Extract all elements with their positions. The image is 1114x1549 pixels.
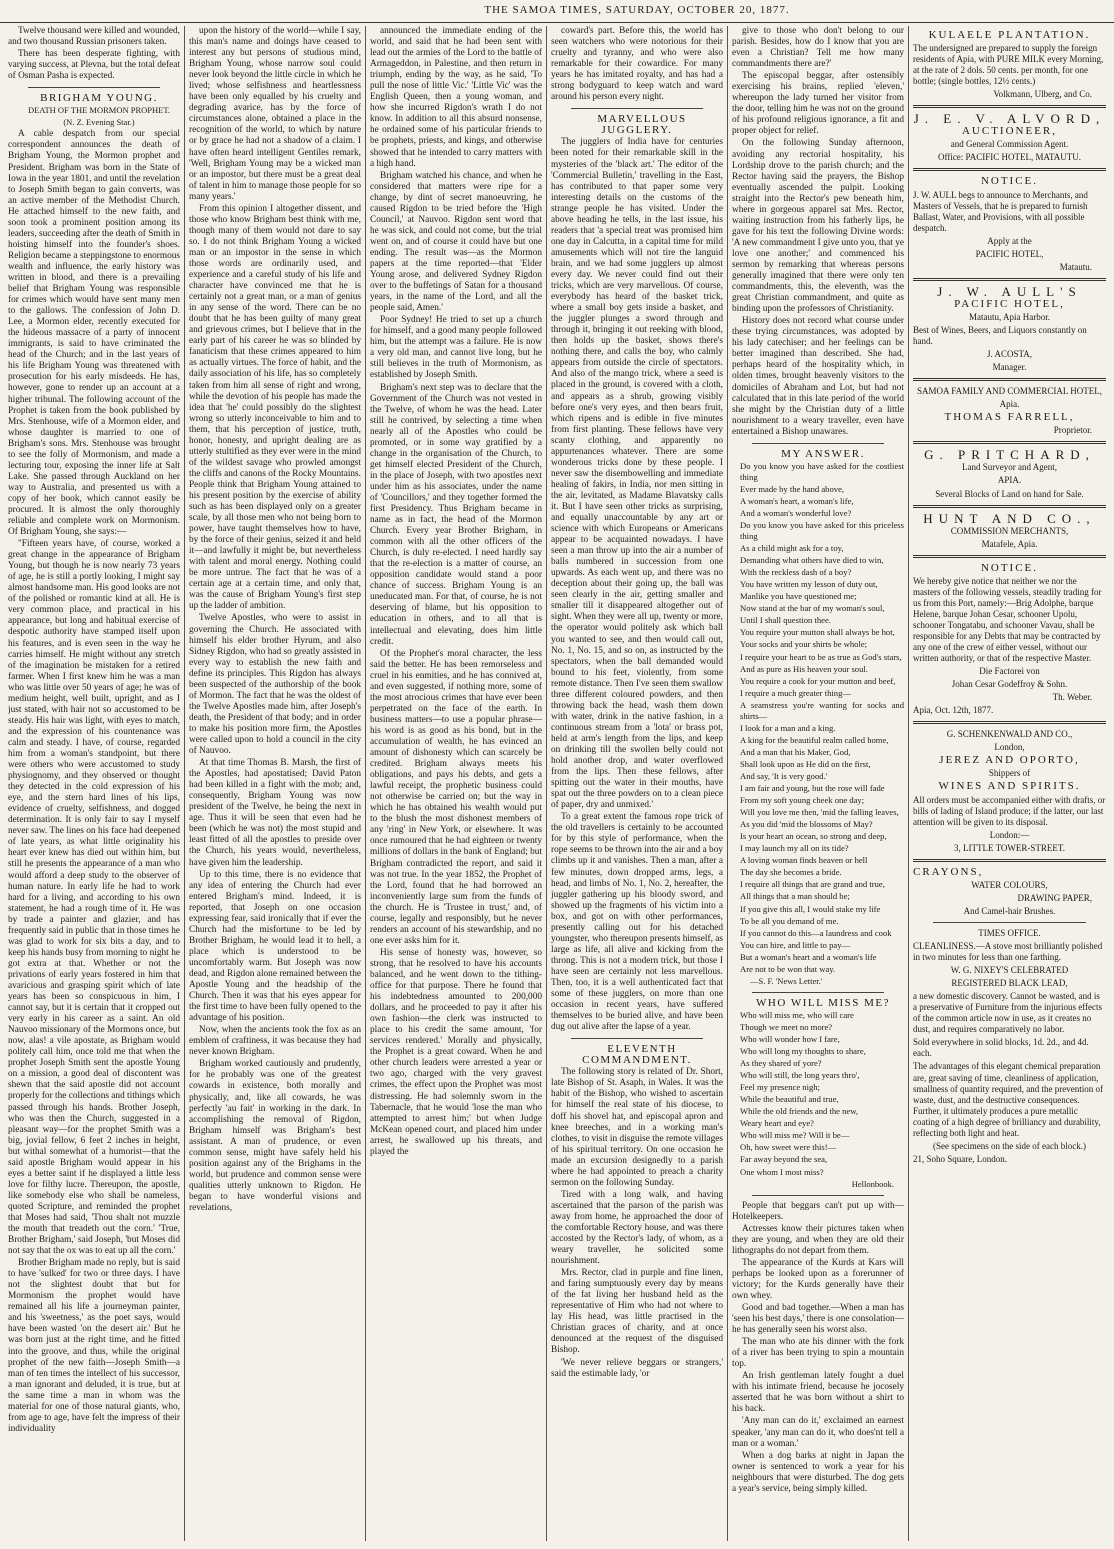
divider: [28, 87, 160, 88]
poem-title: MY ANSWER.: [781, 447, 865, 460]
column-5: [732, 26, 904, 1541]
poem-line: Manlike you have questioned me;: [740, 591, 857, 602]
divider: [913, 555, 1106, 558]
ad-london: London:—: [989, 829, 1030, 840]
ad-name: J. W. AULL'S: [937, 283, 1082, 299]
ad-name: G. PRITCHARD,: [924, 447, 1095, 463]
ad-line: WATER COLOURS,: [971, 879, 1048, 890]
article-paragraph: Mrs. Rector, clad in purple and fine linen, and faring sumptuously every day by means of the fat living her husband held as the representative of Him who had not where to lay His head, was little practised in the Christian graces of charity, and at once denounced at the request of the disguised Bishop.: [551, 1268, 723, 1356]
ad-apply: Apply at the: [987, 235, 1032, 246]
ad-name: J. E. V. ALVORD,: [913, 111, 1106, 127]
poem-line: Weary heart and eye?: [740, 1118, 814, 1129]
ad-body: CLEANLINESS.—A stove most brilliantly polished in two minutes for less than one farthing.: [913, 941, 1103, 963]
filler-paragraph: When a dog barks at night in Japan the owner is sentenced to work a year for his neighbours that were disturbed. The dog gets a year's service, being simply killed.: [732, 1450, 904, 1494]
ad-line: DRAWING PAPER,: [1017, 892, 1092, 903]
ad-hunt-and-co: [913, 510, 1106, 550]
article-paragraph: announced the immediate ending of the world, and said that he had been sent with lead out the armies of the Lord to the battle of Armageddon, in Palestine, and then return in triumph, ending by the way, as he said, 'To pull the nose of little Vic.' 'Little Vic' was the English Queen, then a young woman, and how she incurred Rigdon's wrath I do not know. In addition to all this absurd nonsense, he ordained some of his particular friends to be prophets, priests, and kings, and otherwise showed that he intended to carry matters with a high hand.: [370, 26, 542, 169]
ad-signature: Volkmann, Ulberg, and Co.: [993, 89, 1092, 100]
ad-body: J. W. AULL begs to announce to Merchants, and Masters of Vessels, that he is prepared to furnish Ballast, Water, and Provisions, with all possible despatch.: [913, 189, 1088, 233]
poem-line: One whom I most miss?: [740, 1166, 824, 1177]
divider: [913, 168, 1106, 171]
ad-signature: Johan Cesar Godeffroy & Sohn.: [951, 679, 1068, 690]
divider: [913, 378, 1106, 381]
ad-date: Apia, Oct. 12th, 1877.: [913, 705, 994, 716]
article-paragraph: Twelve Apostles, who were to assist in governing the Church. He associated with himself his elder brother Hyrum, and also Sidney Rigdon, who had so greatly assisted in every way to establish the new faith and define its principles. This Rigdon has always been suspected of the authorship of the book of Mormon. The fact that he was the oldest of the Twelve Apostles made him, after Joseph's death, the President of that body; and in order to make his position more firm, the Apostles were called upon to hold a council in the city of Nauvoo.: [189, 613, 361, 757]
ad-aull-notice: [913, 176, 1106, 272]
column-rule: [908, 26, 909, 1541]
poem-line: A woman's heart, a woman's life,: [740, 495, 854, 506]
poem-line: Are not to be won that way.: [740, 963, 836, 974]
poem-line: With the reckless dash of a boy?: [740, 567, 852, 578]
divider: [913, 105, 1106, 108]
article-paragraph: The jugglers of India have for centuries been noted for their remarkable skill in the mysteries of the 'black art.' The editor of the 'Commercial Bulletin,' travelling in the East, has contributed to that paper some very interesting details on the customs of the strange people he has visited. Under the above heading he tells, in the last issue, his readers that 'a special treat was promised him one day in Calcutta, in a capital time for mild amusements which will not tire the languid brain, and we had some jugglers up almost every day. We never could find out their tricks, which are very marvellous. Of course, everybody has heard of the basket trick, where a small boy gets inside a basket, and the juggler plunges a sword through and through it, bringing it out reeking with blood, then holds up the basket, shows there's nothing there, and calls the boy, who calmly appears from outside the circle of spectators. And also of the mango trick, where a seed is placed in the ground, is covered with a cloth, and appears as a shrub, growing visibly before one's very eyes, and then bears fruit, which ripens and is edible in five minutes from first planting. These fellows have very scanty clothing, and apparently no appurtenances whatever. There are some wonderous tricks done by these people. I never saw the disembowelling and immediate healing of fakirs, in India, nor men sitting in the air, levitated, as Madame Blavatsky calls it. But I have seen other tricks as surprising, and equally unaccountable by any art or science with which Europeans or Americans appear to be acquainted nowadays. I have seen a man throw up into the air a number of balls numbered in succession from one upwards. As each went up, and there was no deception about their going up, the ball was seen clearly in the air, getting smaller and smaller till it disappeared altogether out of sight. When they were all up, twenty or more, the operator would politely ask which ball you wanted to see, and then would call out, No. 1, No. 15, and so on, as instructed by the spectators, when the ball demanded would bound to his feet, violently, from some remote distance. Then I've seen them swallow three different coloured powders, and then throwing back the head, wash them down with water, drink in the native fashion, in a continuous stream from a 'lota' or brass pot, held at arm's length from the lips, and keep on drinking till the swollen belly could not hold another drop, and water overflowed from the lips. Then these fellows, after spitting out the water in their mouths, have spat out the three powders on to a clean piece of paper, dry and unmixed.': [551, 137, 723, 811]
poem-line: A seamstress you're wanting for socks and shirts—: [740, 699, 904, 721]
poem-line: Will you love me then, 'mid the falling leaves,: [740, 807, 899, 818]
article-paragraph: Brother Brigham made no reply, but is said to have 'sulked' for two or three days. I have not the slightest doubt that but for Mormonism the prophet would have remained all his life a journeyman painter, and his 'sweetness,' as the poet says, would have been wasted 'on the desert air.' But he was born just at the right time, and he fitted into the groove, and thus, while the original prophet of the new faith—Joseph Smith—a man of ten times the intellect of his successor, a man ignorant and deluded, it is true, but at the same time a man in whom was the material for one of those natural giants, who, from age to age, have felt the impress of their individuality: [8, 1258, 180, 1434]
article-paragraph: coward's part. Before this, the world has seen watchers who were notorious for their cruelty and tyranny, and who were also remarkable for their cowardice. For many years he has imitated royalty, and has had a strong bodyguard to keep watch and ward around his person every night.: [551, 26, 723, 103]
poem-line: As they shared of yore?: [740, 1058, 822, 1069]
column-rule: [365, 26, 366, 1541]
poem-line: Far away beyond the sea,: [740, 1154, 828, 1165]
article-paragraph: Brigham worked cautiously and prudently, for he probably was one of the greatest cowards in existence, both morally and physically, and, like all cowards, he was perfectly 'au fait' in working in the dark. In accomplishing the removal of Rigdon, Brigham himself was Brigham's best assistant. A man of prudence, or even common sense, might have safely held his position against any of the Brighams in the world, but prudence and common sense were qualities utterly unknown to Rigdon. He began to have wonderful visions and revelations,: [189, 1059, 361, 1213]
divider: [913, 859, 1106, 862]
ad-title: KULAELE PLANTATION.: [928, 29, 1091, 41]
poem-line: I am fair and young, but the rose will fade: [740, 783, 885, 794]
poem-line: To be all you demand of me.: [740, 915, 839, 926]
filler-paragraph: People that beggars can't put up with—Hotelkeepers.: [732, 1200, 904, 1222]
article-paragraph: At that time Thomas B. Marsh, the first of the Apostles, had apostatised; David Paton had been killed in a fight with the mob; and, consequently, Brigham Young was now president of the Twelve, he being the next in age. Thus it will be seen that even had he been (which he was not) the most stupid and least fitted of all the apostles to preside over the Church, his years would, nevertheless, have given him the leadership.: [189, 758, 361, 868]
poem-line: Is your heart an ocean, so strong and deep,: [740, 831, 887, 842]
ad-product: REGISTERED BLACK LEAD,: [951, 978, 1068, 989]
poem-signature: —S. F. 'News Letter.': [750, 975, 823, 986]
poem-line: From my soft young cheek one day;: [740, 795, 865, 806]
ad-hotel: PACIFIC HOTEL,: [975, 248, 1044, 259]
article-paragraph: upon the history of the world—while I say, this man's name and doings have ceased to interest any but persons of studious mind, Brigham Young, whose narrow soul could never look beyond the little circle in which he lived; whose selfishness and heartlessness have been only equalled by his cruelty and degrading avarice, has by the force of circumstances alone, obtained a place in the recognition of the world, to which by nature or by grace he had not a shadow of a claim. I have often heard intelligent Gentiles remark, 'Well, Brigham Young may be a wicked man or an impostor, but there must be a great deal of talent in him to manage those people for so many years.': [189, 26, 361, 202]
poem-line: If you give this all, I would stake my life: [740, 903, 881, 914]
ad-pacific-hotel: [913, 283, 1106, 373]
ad-place: Apia.: [999, 399, 1020, 410]
intro-paragraph: Twelve thousand were killed and wounded, and two thousand Russian prisoners taken.: [8, 26, 180, 48]
article-paragraph: The following story is related of Dr. Short, late Bishop of St. Asaph, in Wales. It was the habit of the Bishop, who wished to ascertain for himself the real state of his diocese, to doff his shovel hat, and episcopal apron and knee breeches, and in a working man's clothes, to visit in disguise the remote villages of his spiritual territory. On one occasion he made an excursion designedly to a parish where he had appointed to preach a charity sermon on the following Sunday.: [551, 1067, 723, 1188]
article-paragraph: His sense of honesty was, however, so strong, that he resolved to have his accounts balanced, and he went down to the tithing-office for that purpose. There he found that his indebtedness amounted to 200,000 dollars, and he proceeded to pay it after his own fashion—the clerk was instructed to place to his credit the same amount, 'for services rendered.' Morally and physically, the Prophet is a great coward. When he and other church leaders were arrested a year or two ago, charged with the very gravest crimes, the effect upon the Prophet was most distressing. He had solemnly sworn in the Tabernacle, that he would 'lose the man who attempted to arrest him;' but when Judge McKean opened court, and placed him under arrest, he swallowed up his threats, and played the: [370, 947, 542, 1157]
ad-office: Office: PACIFIC HOTEL, MATAUTU.: [937, 152, 1082, 163]
article-paragraph: Brigham watched his chance, and when he considered that matters were ripe for a change, by dint of secret manoeuvring, he caused Rigdon to be tried before the 'High Council,' at Nauvoo. Rigdon sent word that he was sick, and could not come, but the trial went on, and of course it could have but one ending. The result was—as the Mormon papers at the time reported—that 'Elder Young arose, and delivered Sydney Rigdon over to the buffetings of Satan for a thousand years, in the name of the Lord, and all the people said, Amen.': [370, 170, 542, 314]
ad-kulaele-plantation: [913, 30, 1106, 100]
poem-line: A king for the beautiful realm called home,: [740, 734, 889, 745]
article-paragraph: The episcopal beggar, after ostensibly exercising his brains, replied 'eleven,' whereupon the lady turned her visitor from the door, telling him he was not on the ground of his profound religious ignorance, a fit and proper object for relief.: [732, 71, 904, 137]
poem-line: If you cannot do this—a laundress and cook: [740, 927, 892, 938]
poem-line: Who will long my thoughts to share,: [740, 1046, 866, 1057]
poem-line: Feel my presence nigh;: [740, 1082, 820, 1093]
ad-body: Sold everywhere in solid blocks, 1d. 2d., and 4d. each.: [913, 1037, 1089, 1059]
divider: [571, 108, 703, 109]
poem-line: Ever made by the hand above,: [740, 483, 845, 494]
ad-signature: J. ACOSTA,: [986, 349, 1033, 360]
ad-role: Manager.: [992, 362, 1027, 373]
poem-line: I require your heart to be as true as God's stars,: [740, 651, 902, 662]
article-paragraph: Brigham's next step was to declare that the Government of the Church was not vested in the Twelve, of whom he was the head. Later still he contrived, by selecting a time when nearly all of the Apostles who could be promoted, or in some way gratified by a change in the organisation of the Church, to get himself elected President of the Church, in the place of Joseph, with two apostles next under him as his associates, under the name of 'Councillors,' and they together formed the first Presidency. Thus Brigham became in name as in fact, the head of the Mormon Church. Every year Brother Brigham, in common with all the other officers of the Church, is duly re-elected. I need hardly say that the re-election is a matter of course, an opposition candidate would stand a poor chance of success. Brigham Young is an uneducated man. For that, of course, he is not deserving of blame, but his opposition to education in others, and to all that is intellectual and elevating, does him little credit.: [370, 382, 542, 647]
article-paragraph: Tired with a long walk, and having ascertained that the parson of the parish was away from home, he approached the door of the comfortable Rectory house, and was there accosted by the Rector's lady, of whom, as a weary traveller, he solicited some nourishment.: [551, 1189, 723, 1267]
ad-heading: NOTICE.: [980, 175, 1039, 188]
column-3: [370, 26, 542, 1541]
poem-line: Demanding what others have died to win,: [740, 555, 884, 566]
ad-title: PACIFIC HOTEL,: [954, 297, 1065, 310]
article-paragraph: 'We never relieve beggars or strangers,' said the estimable lady, 'or: [551, 1357, 723, 1379]
ad-title: COMMISSION MERCHANTS,: [950, 525, 1069, 536]
filler-paragraph: The appearance of the Kurds at Kars will perhaps be looked upon as a forerunner of victory; for the Kurds generally have their own whey.: [732, 1257, 904, 1301]
article-heading: ELEVENTH COMMANDMENT.: [582, 1043, 692, 1067]
ad-alvord-auctioneer: [913, 113, 1106, 163]
column-rule: [546, 26, 547, 1541]
article-paragraph: Up to this time, there is no evidence that any idea of entering the Church had ever entered Brigham's mind. Indeed, it is reported, that Joseph on one occasion expressing fear, said ironically that if ever the Church had the misfortune to be led by Brother Brigham, he would lead it to hell, a place which is understood to be uncomfortably warm. But Joseph was now dead, and Rigdon alone remained between the Apostle Young and the headship of the Church. Then it was that his eyes appear for the first time to have been fully opened to the advantage of his position.: [189, 869, 361, 1024]
column-rule: [727, 26, 728, 1541]
filler-paragraph: Good and bad together.—When a man has 'seen his best days,' there is one consolation—he has generally seen his worst also.: [732, 1303, 904, 1336]
ad-godeffroy-notice: [913, 563, 1106, 717]
poem-line: Now stand at the bar of my woman's soul,: [740, 603, 885, 614]
divider: [913, 505, 1106, 508]
poem-line: Who will miss me? Will it be—: [740, 1130, 850, 1141]
article-paragraph: To a great extent the famous rope trick of the old travellers is certainly to be accounted for by this style of performance, when the rope seems to be thrown into the air and a boy climbs up it and vanishes. Then a man, after a few minutes, down dropped arms, legs, a head, and limbs of No. 1, No. 2, hereafter, the juggler gathering up his bloody sword, and showed up the fragments of his victim into a box, and got on with other performances, presently calling out for his detached youngster, who thereupon presents himself, as large as life, all alive and kicking from the throng. This is not a modern trick, but those I have seen are certainly not less marvellous. Then, too, it is a well authenticated fact that some of these jugglers, on more than one occasion in recent years, have suffered themselves to be buried alive, and have been dug out alive after the lapse of a year.: [551, 812, 723, 1033]
ad-place: Matautu, Apia Harbor.: [969, 311, 1050, 322]
ad-line: And Camel-hair Brushes.: [963, 905, 1056, 916]
ad-title: TIMES OFFICE.: [978, 927, 1041, 938]
poem-line: And a man that his Maker, God,: [740, 746, 851, 757]
article-heading: BRIGHAM YOUNG.: [40, 92, 158, 105]
ad-goods: WINES AND SPIRITS.: [938, 780, 1081, 793]
ad-subtitle: and General Commission Agent.: [950, 139, 1069, 150]
ad-note: (See specimens on the side of each block.): [933, 1140, 1086, 1151]
masthead: [0, 0, 1114, 23]
poem-line: I may launch my all on its tide?: [740, 843, 849, 854]
poem-line: Who will still, the long years thro',: [740, 1070, 860, 1081]
divider: [752, 443, 884, 444]
ad-pritchard: [913, 449, 1106, 499]
poem-line: As you did 'mid the blossoms of May?: [740, 819, 873, 830]
ad-role: Land Surveyor and Agent,: [962, 462, 1057, 473]
article-paragraph: Of the Prophet's moral character, the less said the better. He has been remorseless and cruel in his enmities, and he has connived at, and even suggested, if nothing more, some of the most atrocious crimes that have ever been perpetrated on the face of the earth. In business matters—to use a popular phrase—his word is as good as his bond, but in the accumulation of wealth, he has evinced an amount of dishonesty which can scarcely be credited. Brigham always meets his obligations, and pays his debts, and gets a lawful receipt, the prophetic business could not otherwise be carried on; but the way in which he has obtained his wealth would put to the blush the most dishonest members of any 'ring' in New York, or elsewhere. It was once rumoured that he had eighteen or twenty millions of dollars in the bank of England; but Brigham contradicted the report, and said it was not true. In the year 1852, the Prophet of the Lord, found that he had borrowed an inconveniently large sum from the funds of the church. He is 'Trustee in trust,' and, of course, legally and responsibly, but he never renders an account of his stewardship, and no one ever asks him for it.: [370, 648, 542, 946]
poem-line: You require a cook for your mutton and beef,: [740, 675, 896, 686]
poem-line: A loving woman finds heaven or hell: [740, 855, 868, 866]
ad-title: SAMOA FAMILY AND COMMERCIAL HOTEL,: [916, 386, 1103, 397]
article-paragraph: give to those who don't belong to our parish. Besides, how do I know that you are even a Christian? Tell me how many commandments there are?': [732, 26, 904, 70]
poem-line: I require a much greater thing—: [740, 687, 851, 698]
ad-name: HUNT AND CO.,: [923, 510, 1096, 526]
poem-line: Do you know you have asked for the costliest thing: [740, 460, 904, 482]
ad-place: Matafele, Apia.: [981, 538, 1038, 549]
poem-line: As a child might ask for a toy,: [740, 543, 844, 554]
poem-line: But a woman's heart and a woman's life: [740, 951, 877, 962]
ad-name: W. G. NIXEY'S CELEBRATED: [950, 965, 1069, 976]
ad-city: London,: [994, 742, 1025, 753]
divider: [571, 1038, 703, 1039]
poem-who-will-miss-me: [732, 1010, 904, 1178]
column-1: [8, 26, 180, 1541]
ad-signature: Th. Weber.: [1052, 692, 1092, 703]
poem-line: While the old friends and the new,: [740, 1106, 859, 1117]
divider: [752, 1195, 884, 1196]
poem-line: Your socks and your shirts be whole;: [740, 639, 868, 650]
divider: [913, 278, 1106, 281]
poem-line: You can hire, and little to pay—: [740, 939, 851, 950]
ad-schenkenwald: [913, 729, 1106, 853]
ad-place: APIA.: [997, 475, 1022, 486]
column-4: [551, 26, 723, 1541]
poem-line: All things that a man should be;: [740, 891, 850, 902]
article-paragraph: "Fifteen years have, of course, worked a great change in the appearance of Brigham Young, but though he is now nearly 73 years of age, he is still a portly looking, I might say almost handsome man. His good looks are not of the polished or romantic kind at all. He is very common place, and practical in his appearance, but long and habitual exercise of despotic authority have stamped itself upon his features, and is even seen in the way he carries himself. He might without any stretch of the imagination be mistaken for a retired farmer. When I first knew him he was a man who was little over 50 years of age; he was of medium height, well built, upright, and as I just stated, with hair not so accustomed to be steady. His hair was light, with eyes to match, and the expression of his countenance was calm and steady. I have, of course, regarded him from a woman's standpoint, but there were others who were accustomed to study physiognomy, and they observed or thought they detected in the cold expression of his eye, and the stern hard lines of his lips, evidence of cruelty, selfishness, and dogged determination. It is only fair to say I myself never saw. The lines on his face had deepened of late years, as what little originality his heart ever knew has died out within him, but still he presents the appearance of a man who would afford a deep study to the observer of human nature. In early life he had to work hard for a living, and according to his own statement, he had a rough time of it. He was by trade a painter and glazier, and has frequently said in public that in those times he was glad to work for six bits a day, and to keep his hands busy from morning to night he got extra at that. Whether or not the privations of early years fostered in him that avaricious and grasping spirit which of late years has been so conspicuous in him, I cannot say, but it is certain that it cropped out very early in his career as a saint. An old Nauvoo missionary of the Mormons once, but now, alas! a vile apostate, as Brigham would politely call him, once told me that when the prophet Joseph Smith sent the apostle Young on a mission, a good deal of discontent was shewn that the said apostle did not account properly for the collections and tithings which passed through his hands. Brother Joseph, who was then the Church, suggested in a pleasant way—for the prophet Smith was a big, jovial fellow, 6 feet 2 inches in height, but withal somewhat of a humorist—that the said apostle Brigham would appear in his eyes a better saint if he displayed a little less love for filthy lucre. Thereupon, the apostle, like somebody else who shall be nameless, quoted Scripture, and reminded the prophet that Moses had said, 'Thou shalt not muzzle the mouth that treadeth out the corn.' 'True, Brother Brigham,' said Joseph, 'but Moses did not say that the ox was to eat up all the corn.': [8, 539, 180, 1257]
poem-line: I require all things that are grand and true,: [740, 879, 885, 890]
poem-line: And as pure as His heaven your soul.: [740, 663, 868, 674]
ad-body: The undersigned are prepared to supply the foreign residents of Apia, with PURE MILK every Morning, at the rate of 2 dols. 50 cents. per month, for one bottle; (single bottles, 12½ cents.): [913, 43, 1104, 87]
poem-title: WHO WILL MISS ME?: [756, 996, 890, 1009]
ad-samoa-hotel: [913, 386, 1106, 436]
ad-body: Several Blocks of Land on hand for Sale.: [935, 488, 1084, 499]
intro-paragraph: There has been desperate fighting, with varying success, at Plevna, but the total defeat of Osman Pasha is expected.: [8, 49, 180, 82]
ad-crayons: [913, 867, 1106, 917]
poem-line: Until I shall question thee.: [740, 615, 831, 626]
ad-role: Shippers of: [988, 768, 1031, 779]
poem-line: You have written my lesson of duty out,: [740, 579, 878, 590]
masthead-title: THE SAMOA TIMES, SATURDAY, OCTOBER 20, 1877.: [484, 4, 790, 16]
ad-body: The advantages of this elegant chemical preparation are, great saving of time, cleanliness of application, smallness of quantity required, and the prevention of waste, dust, and the destructive consequences. Further, it ultimately produces a pure metallic coating of a high degree of brilliancy and durability, reflecting both light and heat.: [913, 1061, 1103, 1138]
ad-signature: Die Factorei von: [979, 666, 1040, 677]
poem-line: You require your mutton shall always be hot,: [740, 627, 895, 638]
ad-times-office: [913, 928, 1106, 1165]
article-paragraph: On the following Sunday afternoon, avoiding any rectorial hospitality, his Lordship drove to the parish church; and the Rector having said the prayers, the Bishop eventually ascended the pulpit. Looking straight into the Rector's pew beneath him, where in gorgeous apparel sat Mrs. Rector, waiting instruction from his fatherly lips, he gave for his text the following Divine words: 'A new commandment I give unto you, that ye love one another;' and commenced his sermon by remarking that whereas persons generally imagined that there were only ten commandments, this, the eleventh, was the great Christian commandment, and quite as binding upon the professors of Christianity.: [732, 138, 904, 315]
ad-address: 21, Soho Square, London.: [913, 1153, 1007, 1164]
divider: [913, 441, 1106, 444]
poem-my-answer: [732, 461, 904, 975]
column-2: [189, 26, 361, 1541]
divider: [933, 922, 1086, 923]
ad-heading: NOTICE.: [980, 561, 1039, 574]
article-paragraph: From this opinion I altogether dissent, and those who know Brigham best think with me, though many of them would not dare to say so. I do not think Brigham Young a wicked man or an impostor in the sense in which those words are ordinarily used, and experience and a careful study of his life and character have convinced me that he is certainly not a great man, or a man of genius in any sense of the word. There can be no doubt that he has been guilty of many great and grievous crimes, but I believe that in the early part of his career he was so blinded by fanaticism that these crimes appeared to him as actually virtues. The force of habit, and the daily association of his life, has so completely taken from him all sense of right and wrong, while the devotion of his people has made the idea that 'he' could possibly do the slightest wrong so utterly inconceivable to him and to them, that his perception of justice, truth, honor, honesty, and upright dealing are as utterly stultified as they ever were in the mind of the wildest savage who prowled amongst the cliffs and canons of the Rocky Mountains. People think that Brigham Young attained to his present position by the exercise of ability such as has been displayed only on a greater scale, by all those men who not being born to power, have taught themselves how to have, by the force of their genius, seized it and held it—and lawfully it might be, but nevertheless with talent and moral energy. Nothing could be more untrue. The fact that he was of a certain age at a certain time, and only that, was the cause of Brigham Young's first step up the ladder of ambition.: [189, 203, 361, 612]
article-heading: MARVELLOUS JUGGLERY.: [597, 113, 687, 137]
ad-title: AUCTIONEER,: [961, 125, 1058, 138]
poem-line: Shall look upon as He did on the first,: [740, 758, 871, 769]
article-subheading: DEATH OF THE MORMON PROPHET.: [27, 105, 171, 116]
poem-line: And a woman's wonderful love?: [740, 507, 852, 518]
ad-name: G. SCHENKENWALD AND CO.,: [946, 729, 1073, 740]
ad-address: 3, LITTLE TOWER-STREET.: [954, 842, 1065, 853]
ad-body: Best of Wines, Beers, and Liquors constantly on hand.: [913, 324, 1087, 347]
ad-role: Proprietor.: [1053, 425, 1092, 436]
filler-paragraph: An Irish gentleman lately fought a duel with his intimate friend, because he jocosely asserted that he was born without a shirt to his back.: [732, 1371, 904, 1415]
article-paragraph: Now, when the ancients took the fox as an emblem of craftiness, it was because they had never known Brigham.: [189, 1025, 361, 1058]
article-source: (N. Z. Evening Star.): [63, 117, 135, 128]
filler-paragraph: The man who ate his dinner with the fork of a river has been trying to spin a mountain top.: [732, 1337, 904, 1370]
column-6-advertisements: [913, 26, 1106, 1541]
article-paragraph: History does not record what course under these trying circumstances, was adopted by his lady catechiser; and her feelings can be better imagined than described. She had, perhaps heard of the hospitality which, in olden times, brought heavenly visitors to the domiciles of Abraham and Lot, but had not calculated that in this late period of the world she might by the Christian duty of a little nourishment to a weary traveller, even have entertained a Bishop unawares.: [732, 316, 904, 437]
poem-line: The day she becomes a bride.: [740, 867, 842, 878]
ad-body: All orders must be accompanied either with drafts, or bills of lading of Island produce; if the latter, our last attention will be given to its disposal.: [913, 794, 1106, 827]
divider: [913, 721, 1106, 724]
ad-place: Matautu.: [1059, 261, 1092, 272]
article-paragraph: Poor Sydney! He tried to set up a church for himself, and a good many people followed him, but the attempt was a failure. He is now a very old man, and cannot live long, but he still believes in the truth of Mormonism, as established by Joseph Smith.: [370, 315, 542, 381]
article-paragraph: A cable despatch from our special correspondent announces the death of Brigham Young, the Mormon prophet and President. Brigham was born in the State of Iowa in the year 1801, and until the revelation to Joseph Smith began to gain converts, was an active member of the Methodist Church. He attached himself to the new faith, and soon took a prominent position among its leaders, succeeding after the death of Smith in hoisting himself into the founder's shoes. Religion became a steppingstone to enormous wealth and influence, the early history was written in blood, and there is a prevailing belief that Brigham Young was responsible for crimes which would have sent many men to the gallows. The confession of John D. Lee, a Mormon elder, recently executed for the hideous massacre of a party of innocent immigrants, is said to have criminated the head of the Church; and in the last years of his life Brigham Young was threatened with prosecution for his early misdeeds. He has, however, gone to render up an account at a higher tribunal. The following account of the Prophet is taken from the book published by Mrs. Stenhouse, wife of a Mormon elder, and whose daughter is married to one of Brigham's sons. Mrs. Stenhouse was brought to see the folly of Mormonism, and made a lecturing tour, exposing the inner life at Salt Lake. She passed through Auckland on her way to Australia, and presented us with a copy of her book, which cannot easily be procured. It is almost the only thoroughly reliable and complete work on Mormonism. Of Brigham Young, she says:—: [8, 129, 180, 538]
poem-line: Though we meet no more?: [740, 1021, 833, 1032]
filler-paragraph: 'Any man can do it,' exclaimed an earnest speaker, 'any man can do it, who does'nt tell a man or a woman.': [732, 1416, 904, 1449]
poem-line: Do you know you have asked for this priceless thing: [740, 520, 904, 542]
ad-body: a new domestic discovery. Cannot be wasted, and is a preservative of Furniture from the injurious effects of the common article now in use, as it creates no dust, and requires comparatively no labor.: [913, 991, 1103, 1035]
ad-line: CRAYONS,: [913, 865, 984, 878]
poem-signature: Hellonbook.: [851, 1178, 894, 1189]
poem-line: Oh, how sweet were this!—: [740, 1142, 837, 1153]
poem-line: And say, 'It is very good.': [740, 771, 828, 781]
ad-name: THOMAS FARRELL,: [944, 411, 1075, 424]
filler-paragraph: Actresses know their pictures taken when they are young, and when they are old their lithographs do not depart from them.: [732, 1223, 904, 1256]
ad-body: We hereby give notice that neither we nor the masters of the following vessels, steadily trading for us from this Port, namely:—Brig Adolphe, barque Helene, barque Johan Cesar, schooner Upolu, schooner Tongatabu, and schooner Vavau, shall be responsible for any Debts that may be contracted by any one of the crew of either vessel, without our written authority, or that of the respective Master.: [913, 575, 1102, 664]
poem-line: While the beautiful and true,: [740, 1094, 839, 1105]
divider: [752, 992, 884, 993]
column-rule: [184, 26, 185, 1541]
poem-line: Who will miss me, who will care: [740, 1009, 854, 1020]
poem-line: Who will wonder how I fare,: [740, 1033, 840, 1044]
poem-line: I look for a man and a king.: [740, 722, 836, 733]
ad-title: JEREZ AND OPORTO,: [939, 754, 1080, 767]
